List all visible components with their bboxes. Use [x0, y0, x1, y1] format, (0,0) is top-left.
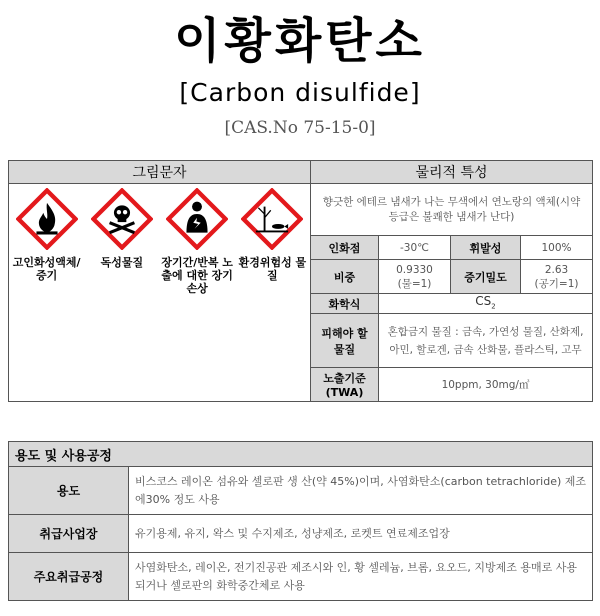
pictogram-toxic — [86, 188, 158, 295]
specific-gravity-label: 비중 — [311, 260, 379, 294]
page-title: 이황화탄소 — [174, 13, 426, 69]
usage-row-value: 사염화탄소, 레이온, 전기진공관 제조시와 인, 황 셀레늄, 브롬, 요오드, 지방제조 용매로 사용되거나 셀로판의 화학중간체로 사용 — [129, 553, 593, 601]
avoid-value: 혼합금지 물질 : 금속, 가연성 물질, 산화제, 아민, 할로겐, 금속 산화물, 플라스틱, 고무 — [379, 314, 593, 368]
skull-crossbones-icon — [91, 188, 153, 250]
pictogram-panel — [9, 184, 311, 402]
exposure-label-line1: 노출기준 — [323, 372, 366, 386]
formula-text: CS — [475, 294, 492, 308]
usage-row-value: 비스코스 레이온 섬유와 셀로판 생 산(약 45%)이며, 사염화탄소(carbon tetrachloride) 제조에30% 정도 사용 — [129, 467, 593, 515]
specific-gravity-value: 0.9330 — [396, 263, 433, 276]
flash-point-label: 인화점 — [311, 236, 379, 260]
formula-label: 화학식 — [311, 294, 379, 314]
pictogram-label: 독성물질 — [100, 256, 144, 269]
cas-number: [CAS.No 75-15-0] — [224, 118, 376, 138]
exposure-label — [311, 368, 379, 402]
properties-header: 물리적 특성 — [311, 161, 593, 184]
hazard-properties-table — [8, 160, 593, 402]
exposure-value: 10ppm, 30mg/㎥ — [379, 368, 593, 402]
pictogram-environment — [236, 188, 308, 295]
usage-row-label: 용도 — [9, 467, 129, 515]
usage-row-value: 유기용제, 유지, 왁스 및 수지제조, 성냥제조, 로켓트 연료제조업장 — [129, 515, 593, 553]
volatility-value: 100% — [521, 236, 593, 260]
vapor-density-cell — [521, 260, 593, 294]
usage-row-label: 주요취급공정 — [9, 553, 129, 601]
vapor-density-label: 증기밀도 — [451, 260, 521, 294]
pictogram-label: 환경위험성 물질 — [238, 256, 307, 282]
flash-point-value: -30℃ — [379, 236, 451, 260]
volatility-label: 휘발성 — [451, 236, 521, 260]
flame-icon — [16, 188, 78, 250]
usage-header: 용도 및 사용공정 — [9, 442, 593, 467]
vapor-density-note: (공기=1) — [534, 277, 579, 290]
vapor-density-value: 2.63 — [544, 263, 569, 276]
environment-hazard-icon — [241, 188, 303, 250]
english-name: [Carbon disulfide] — [179, 78, 421, 107]
pictogram-label: 고인화성액체/증기 — [12, 256, 81, 282]
usage-row-label: 취급사업장 — [9, 515, 129, 553]
specific-gravity-note: (물=1) — [397, 277, 432, 290]
specific-gravity-cell — [379, 260, 451, 294]
usage-table — [8, 441, 593, 601]
appearance-description: 향긋한 에테르 냄새가 나는 무색에서 연노랑의 액체(시약 등급은 불쾌한 냄새가 난다) — [311, 184, 593, 236]
avoid-label-line1: 피해야 할 — [321, 326, 368, 340]
pictogram-flammable — [11, 188, 83, 295]
avoid-label — [311, 314, 379, 368]
pictogram-label: 장기간/반복 노출에 대한 장기 손상 — [161, 256, 233, 295]
avoid-label-line2: 물질 — [333, 342, 356, 356]
health-hazard-icon — [166, 188, 228, 250]
exposure-label-line2: (TWA) — [325, 386, 364, 400]
formula-subscript: 2 — [491, 302, 496, 311]
formula-value — [379, 294, 593, 314]
pictogram-header: 그림문자 — [9, 161, 311, 184]
pictogram-health-hazard — [161, 188, 233, 295]
